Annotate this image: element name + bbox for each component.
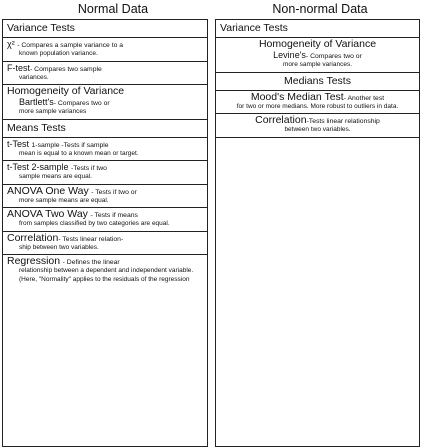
anova2-lead: - Tests if means bbox=[90, 212, 138, 219]
corr-desc: ship between two variables. bbox=[19, 243, 99, 251]
two-sample-t-test-item bbox=[3, 161, 207, 185]
chi-square-desc: known population variance. bbox=[19, 50, 98, 57]
anova2-name: ANOVA Two Way bbox=[7, 208, 88, 220]
chi-square-test-item bbox=[3, 38, 207, 62]
anova1-name: ANOVA One Way bbox=[7, 184, 89, 197]
anova1-lead: - Tests if two or bbox=[91, 188, 137, 196]
levene-name: Levine's bbox=[273, 50, 306, 60]
np-homogeneity-name: Homogeneity of Variance bbox=[258, 38, 377, 50]
corr-name: Correlation bbox=[7, 231, 59, 244]
np-variance-tests-header: Variance Tests bbox=[216, 20, 419, 38]
homogeneity-name: Homogeneity of Variance bbox=[7, 85, 125, 97]
np-correlation-item bbox=[216, 114, 419, 138]
one-sample-t-test-item bbox=[3, 138, 207, 162]
bartlett-name: Bartlett's bbox=[19, 97, 54, 107]
levene-test-item bbox=[216, 38, 419, 73]
medians-tests-header: Medians Tests bbox=[216, 73, 419, 91]
non-normal-data-title: Non-normal Data bbox=[272, 2, 368, 16]
levene-lead: - Compares two or bbox=[305, 53, 362, 60]
moods-median-item bbox=[216, 91, 419, 115]
variance-tests-header: Variance Tests bbox=[3, 20, 207, 38]
corr-lead: - Tests linear relation- bbox=[58, 235, 124, 243]
correlation-item bbox=[3, 232, 207, 256]
bartlett-lead: - Compares two or bbox=[53, 100, 110, 107]
np-corr-lead: -Tests linear relationship bbox=[306, 118, 380, 125]
anova-two-way-item bbox=[3, 208, 207, 232]
f-test-desc: variances. bbox=[19, 73, 49, 81]
f-test-lead: - Compares two sample bbox=[30, 65, 102, 73]
means-tests-header: Means Tests bbox=[3, 120, 207, 138]
t2-lead: -Tests if two bbox=[71, 165, 107, 172]
bartlett-desc: more sample variances bbox=[19, 108, 87, 115]
anova1-desc: more sample means are equal. bbox=[19, 196, 109, 204]
np-corr-name: Correlation bbox=[255, 114, 307, 126]
chi-square-lead: - Compares a sample variance to a bbox=[17, 42, 124, 49]
f-test-name: F-test bbox=[7, 62, 31, 73]
anova-one-way-item bbox=[3, 185, 207, 209]
t1-name: t-Test bbox=[7, 138, 30, 149]
normal-data-panel bbox=[2, 19, 208, 447]
f-test-item bbox=[3, 62, 207, 86]
levene-desc: more sample variances. bbox=[283, 61, 352, 68]
non-normal-data-panel bbox=[215, 19, 420, 447]
np-corr-desc: between two variables. bbox=[284, 126, 351, 133]
regression-item bbox=[3, 255, 207, 286]
bartlett-test-item bbox=[3, 85, 207, 120]
regr-lead: - Defines the linear bbox=[62, 259, 120, 266]
chi-square-name: χ² bbox=[7, 39, 15, 49]
t2-desc: sample means are equal. bbox=[19, 173, 92, 180]
mood-name: Mood's Median Test bbox=[250, 90, 344, 103]
t1-lead: 1-sample -Tests if sample bbox=[31, 141, 109, 149]
anova2-desc: from samples classified by two categories are equal. bbox=[19, 220, 170, 227]
t1-desc: mean is equal to a known mean or target. bbox=[19, 149, 139, 157]
mood-desc: for two or more medians. More robust to outliers in data. bbox=[236, 102, 399, 110]
t2-name: t-Test 2-sample bbox=[7, 162, 69, 172]
mood-lead: - Another test bbox=[343, 94, 385, 102]
regr-desc: relationship between a dependent and independent variable. (Here, "Normality" applies to the residuals of the regression bbox=[19, 267, 194, 283]
regr-name: Regression bbox=[7, 255, 61, 267]
normal-data-title: Normal Data bbox=[77, 2, 149, 16]
